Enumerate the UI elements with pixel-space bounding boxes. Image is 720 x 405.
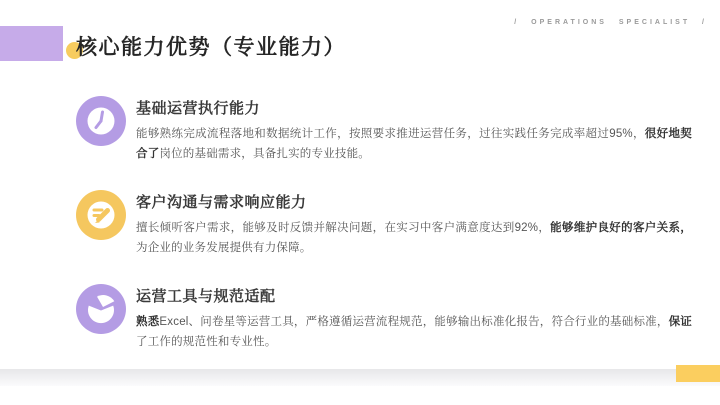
list-item xyxy=(76,96,696,164)
clock-icon xyxy=(76,96,126,146)
pen-icon xyxy=(76,190,126,240)
slide-bottom-edge xyxy=(0,369,720,386)
section-title: 运营工具与规范适配 xyxy=(136,288,276,305)
list-item xyxy=(76,284,696,352)
section-text xyxy=(136,190,692,258)
bottom-right-accent xyxy=(676,365,720,382)
page-title: 核心能力优势（专业能力） xyxy=(76,36,346,59)
section-body: 熟悉Excel、问卷星等运营工具，严格遵循运营流程规范，能够输出标准化报告，符合行业的基础标准，保证了工作的规范性和专业性。 xyxy=(136,316,692,348)
pie-chart-icon xyxy=(76,284,126,334)
section-title: 基础运营执行能力 xyxy=(136,100,261,117)
section-text xyxy=(136,284,692,352)
section-body: 擅长倾听客户需求，能够及时反馈并解决问题，在实习中客户满意度达到92%，能够维护良好的客户关系，为企业的业务发展提供有力保障。 xyxy=(136,222,692,254)
section-body: 能够熟练完成流程落地和数据统计工作，按照要求推进运营任务，过往实践任务完成率超过95%，很好地契合了岗位的基础需求，具备扎实的专业技能。 xyxy=(136,128,692,160)
section-title: 客户沟通与需求响应能力 xyxy=(136,194,307,211)
capability-list xyxy=(76,96,696,378)
top-left-accent-bar xyxy=(0,26,63,61)
list-item xyxy=(76,190,696,258)
eyebrow-label: / OPERATIONS SPECIALIST / xyxy=(514,19,707,26)
section-text xyxy=(136,96,692,164)
